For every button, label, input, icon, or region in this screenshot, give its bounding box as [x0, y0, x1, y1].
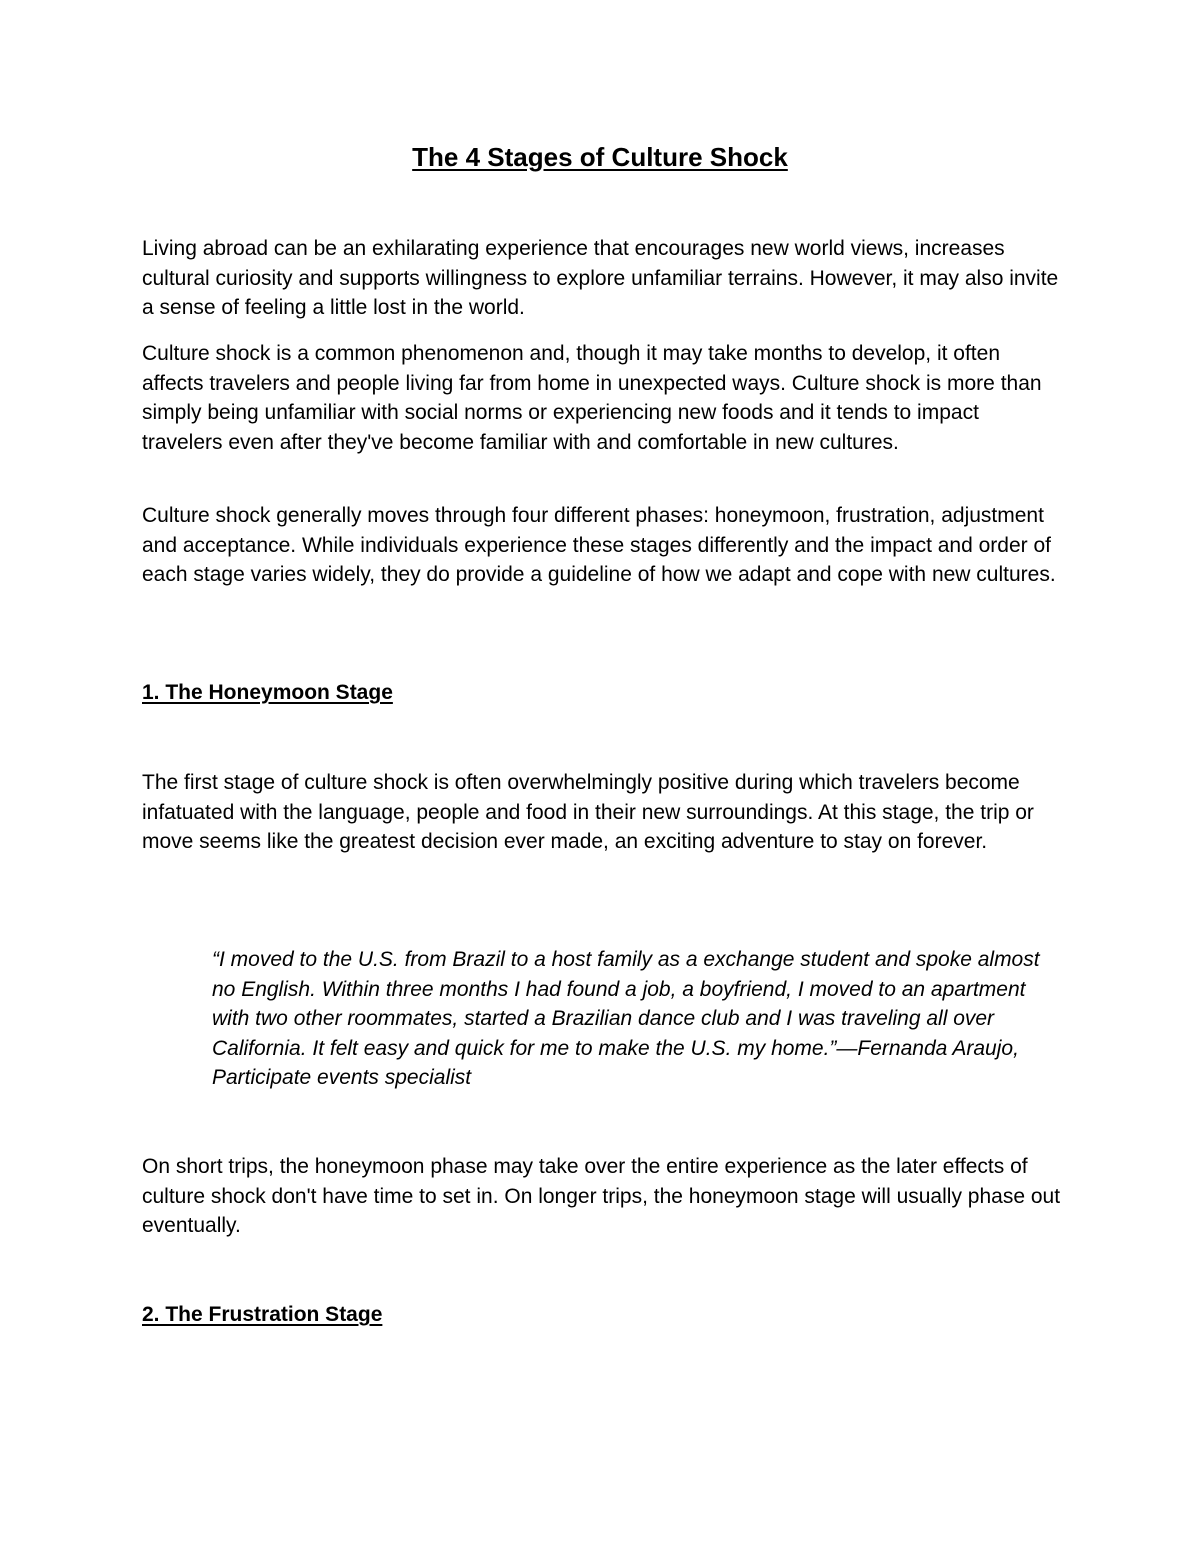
intro-paragraph-2: Culture shock is a common phenomenon and, though it may take months to develop, it often affects travelers and people living far from home in unexpected ways. Culture shock is more than simply being unfamiliar with social norms or experiencing new foods and it tends to impact travelers even after they've become familiar with and comfortable in new cultures.: [142, 342, 1042, 454]
honeymoon-paragraph-1: The first stage of culture shock is often overwhelmingly positive during which travelers become infatuated with the language, people and food in their new surroundings. At this stage, the trip or move seems like the greatest decision ever made, an exciting adventure to stay on forever.: [142, 771, 1034, 853]
section-heading-frustration: 2. The Frustration Stage: [142, 1303, 383, 1326]
honeymoon-paragraph-2: On short trips, the honeymoon phase may take over the entire experience as the later effects of culture shock don't have time to set in. On longer trips, the honeymoon stage will usually phase out eventually.: [142, 1155, 1061, 1237]
honeymoon-quote: “I moved to the U.S. from Brazil to a host family as a exchange student and spoke almost no English. Within three months I had found a job, a boyfriend, I moved to an apartment with two other roommates, started a Brazilian dance club and I was traveling all over California. It felt easy and quick for me to make the U.S. my home.”—Fernanda Araujo, Participate events specialist: [212, 948, 1040, 1089]
section-heading-honeymoon: 1. The Honeymoon Stage: [142, 681, 393, 704]
document-title: The 4 Stages of Culture Shock: [412, 142, 788, 172]
intro-paragraph-3: Culture shock generally moves through four different phases: honeymoon, frustration, adjustment and acceptance. While individuals experience these stages differently and the impact and order of each stage varies widely, they do provide a guideline of how we adapt and cope with new cultures.: [142, 504, 1056, 586]
intro-paragraph-1: Living abroad can be an exhilarating experience that encourages new world views, increases cultural curiosity and supports willingness to explore unfamiliar terrains. However, it may also invite a sense of feeling a little lost in the world.: [142, 237, 1059, 319]
